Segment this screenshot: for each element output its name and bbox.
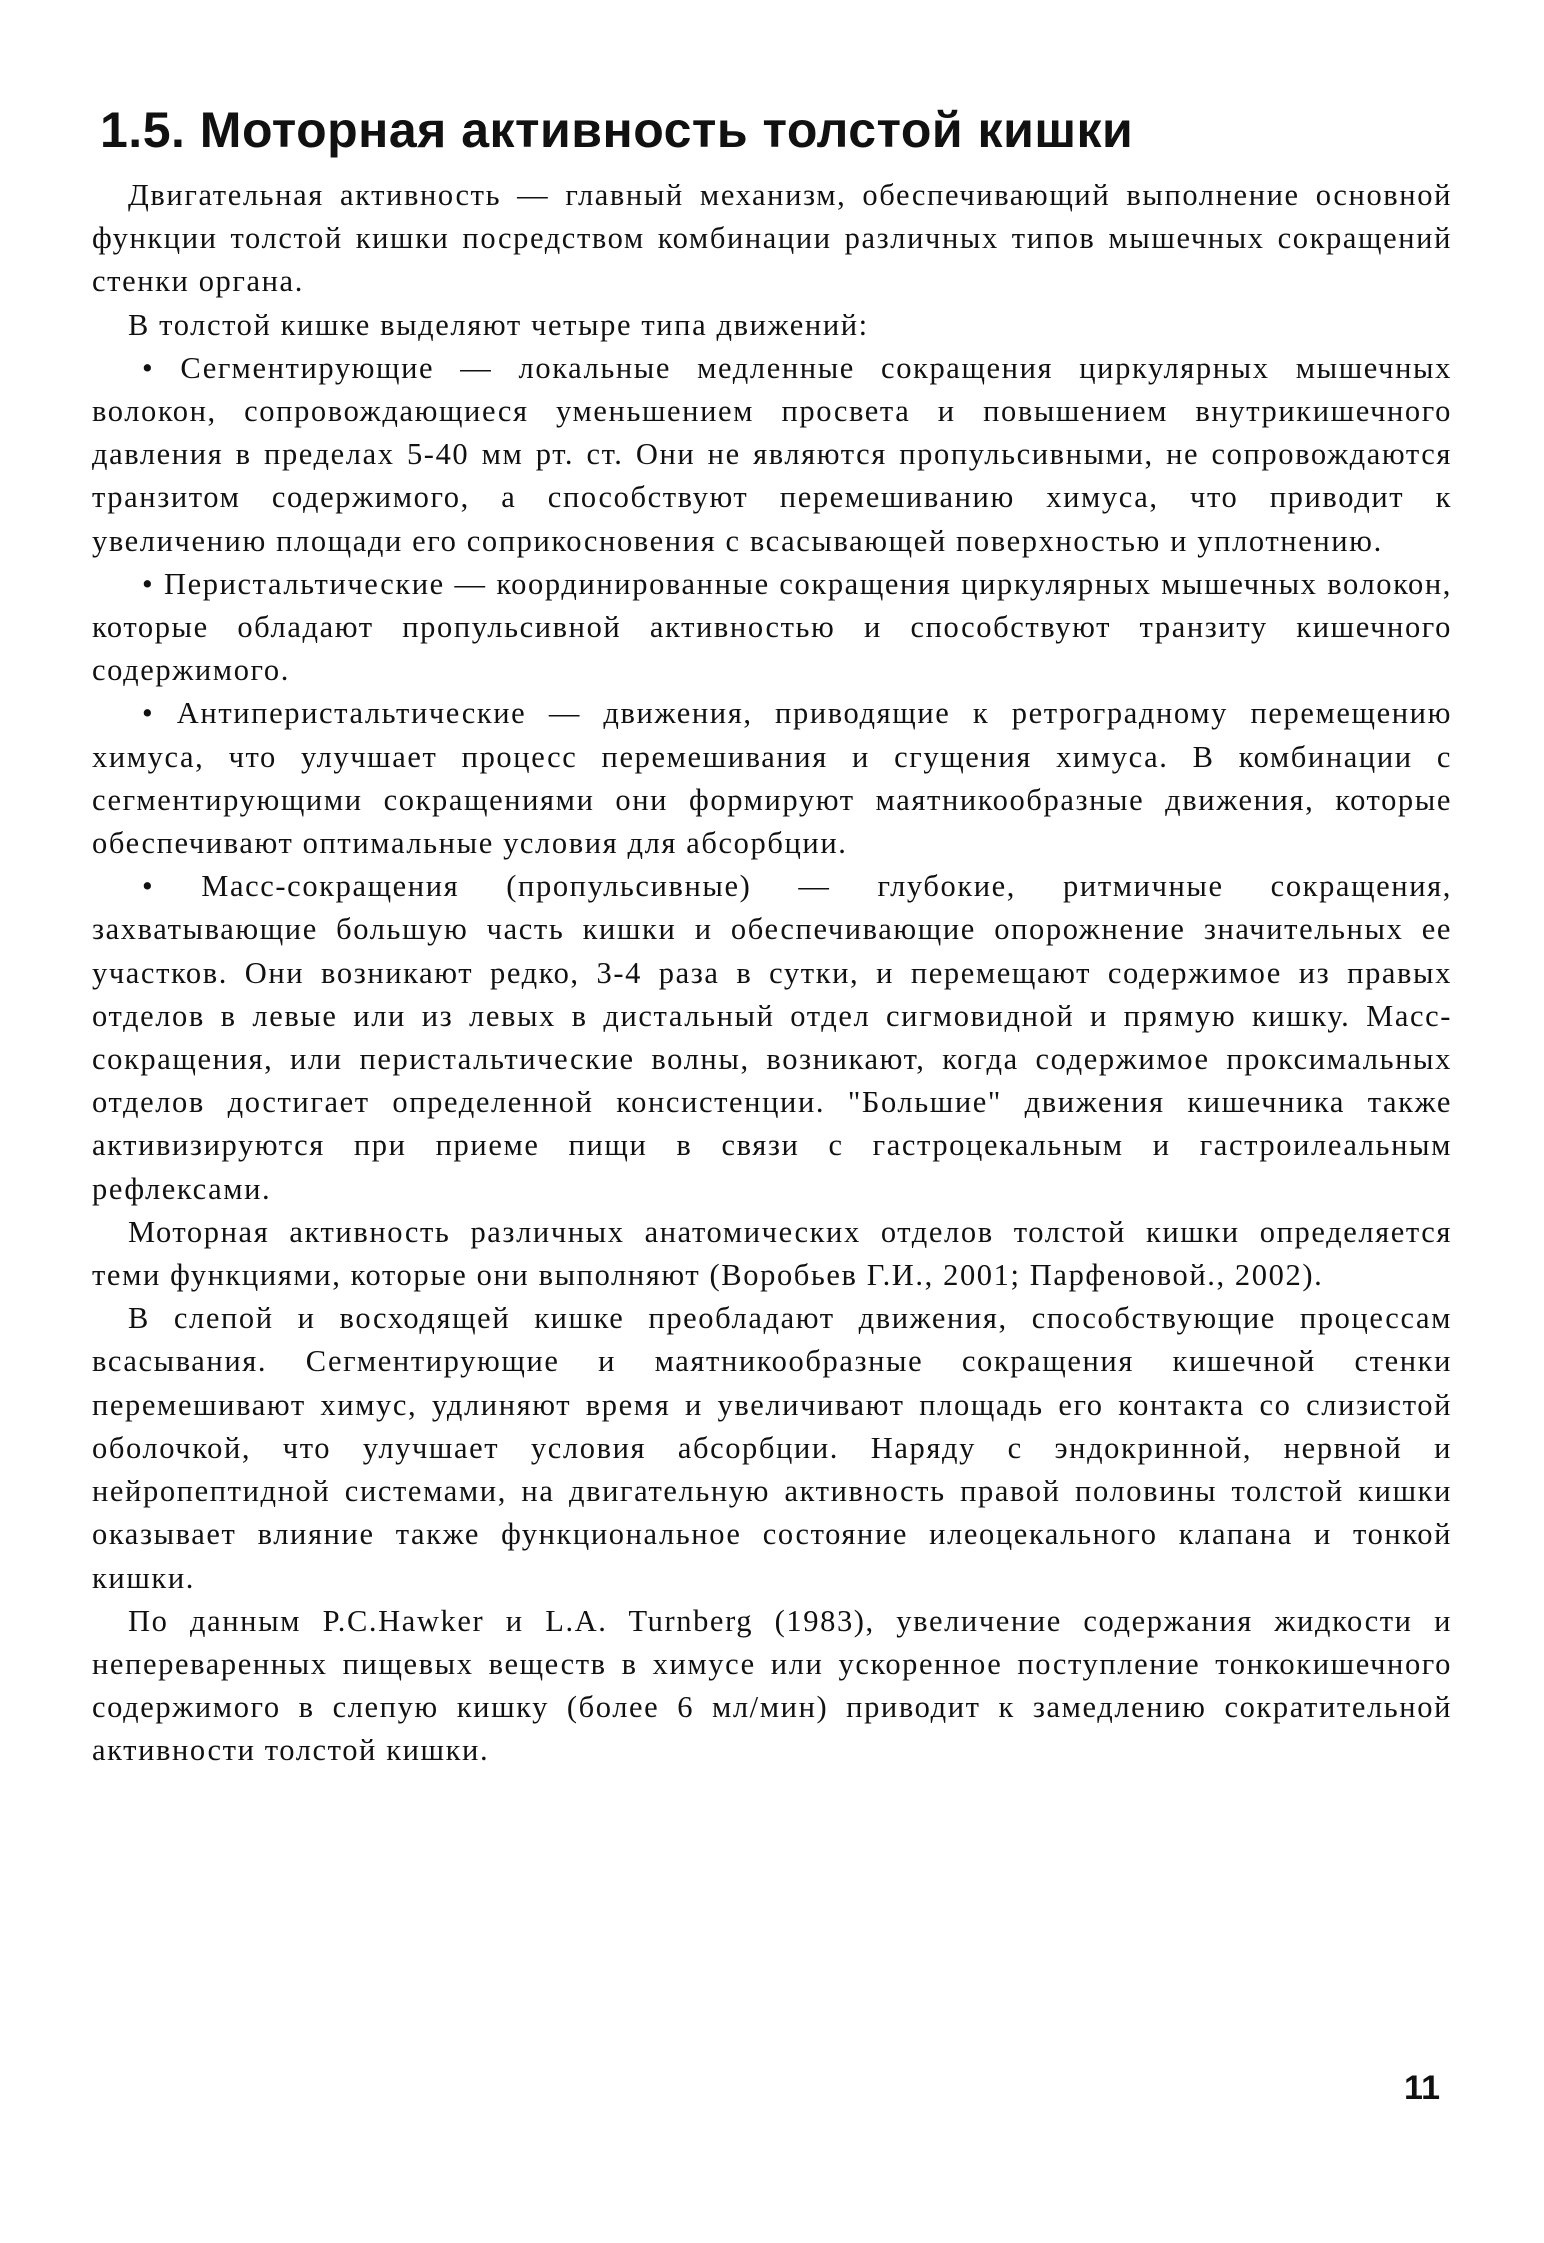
body-text (92, 174, 1452, 1773)
paragraph-hawker: По данным P.C.Hawker и L.A. Turnberg (1983), увеличение содержания жидкости и непереваренных пищевых веществ в химусе или ускоренное поступление тонкокишечного содержимого в слепую кишку (более 6 мл/мин) приводит к замедлению сократительной активности толстой кишки. (92, 1603, 1452, 1768)
paragraph-cecum: В слепой и восходящей кишке преобладают движения, способствующие процессам всасывания. Сегментирующие и маятникообразные сокращения кишечной стенки перемешивают химус, удлиняют время и увеличивают площадь его контакта со слизистой оболочкой, что улучшает условия абсорбции. Наряду с эндокринной, нервной и нейропептидной системами, на двигательную активность правой половины толстой кишки оказывает влияние также функциональное состояние илеоцекального клапана и тонкой кишки. (92, 1301, 1452, 1595)
bullet-peristaltic: • Перистальтические — координированные сокращения циркулярных мышечных волокон, которые обладают пропульсивной активностью и способствуют транзиту кишечного содержимого. (92, 566, 1452, 688)
bullet-antiperistaltic: • Антиперистальтические — движения, приводящие к ретроградному перемещению химуса, что улучшает процесс перемешивания и сгущения химуса. В комбинации с сегментирующими сокращениями они формируют маятникообразные движения, которые обеспечивают оптимальные условия для абсорбции. (92, 696, 1452, 861)
paragraph-intro: Двигательная активность — главный механизм, обеспечивающий выполнение основной функции толстой кишки посредством комбинации различных типов мышечных сокращений стенки органа. (92, 178, 1452, 299)
page-number: 11 (1404, 2069, 1440, 2107)
section-heading: 1.5. Моторная активность толстой кишки (100, 102, 1134, 158)
document-page (92, 100, 1452, 1773)
paragraph-motor-activity: Моторная активность различных анатомических отделов толстой кишки определяется теми функциями, которые они выполняют (Воробьев Г.И., 2001; Парфеновой., 2002). (92, 1214, 1452, 1293)
bullet-mass-contractions: • Масс-сокращения (пропульсивные) — глубокие, ритмичные сокращения, захватывающие большую часть кишки и обеспечивающие опорожнение значительных ее участков. Они возникают редко, 3-4 раза в сутки, и перемещают содержимое из правых отделов в левые или из левых в дистальный отдел сигмовидной и прямую кишку. Масс-сокращения, или перистальтические волны, возникают, когда содержимое проксимальных отделов достигает определенной консистенции. "Большие" движения кишечника также активизируются при приеме пищи в связи с гастроцекальным и гастроилеальным рефлексами. (92, 869, 1452, 1206)
paragraph-types-intro: В толстой кишке выделяют четыре типа движений: (128, 307, 869, 342)
bullet-segmenting: • Сегментирующие — локальные медленные сокращения циркулярных мышечных волокон, сопровождающиеся уменьшением просвета и повышением внутрикишечного давления в пределах 5-40 мм рт. ст. Они не являются пропульсивными, не сопровождаются транзитом содержимого, а способствуют перемешиванию химуса, что приводит к увеличению площади его соприкосновения с всасывающей поверхностью и уплотнению. (92, 350, 1452, 558)
